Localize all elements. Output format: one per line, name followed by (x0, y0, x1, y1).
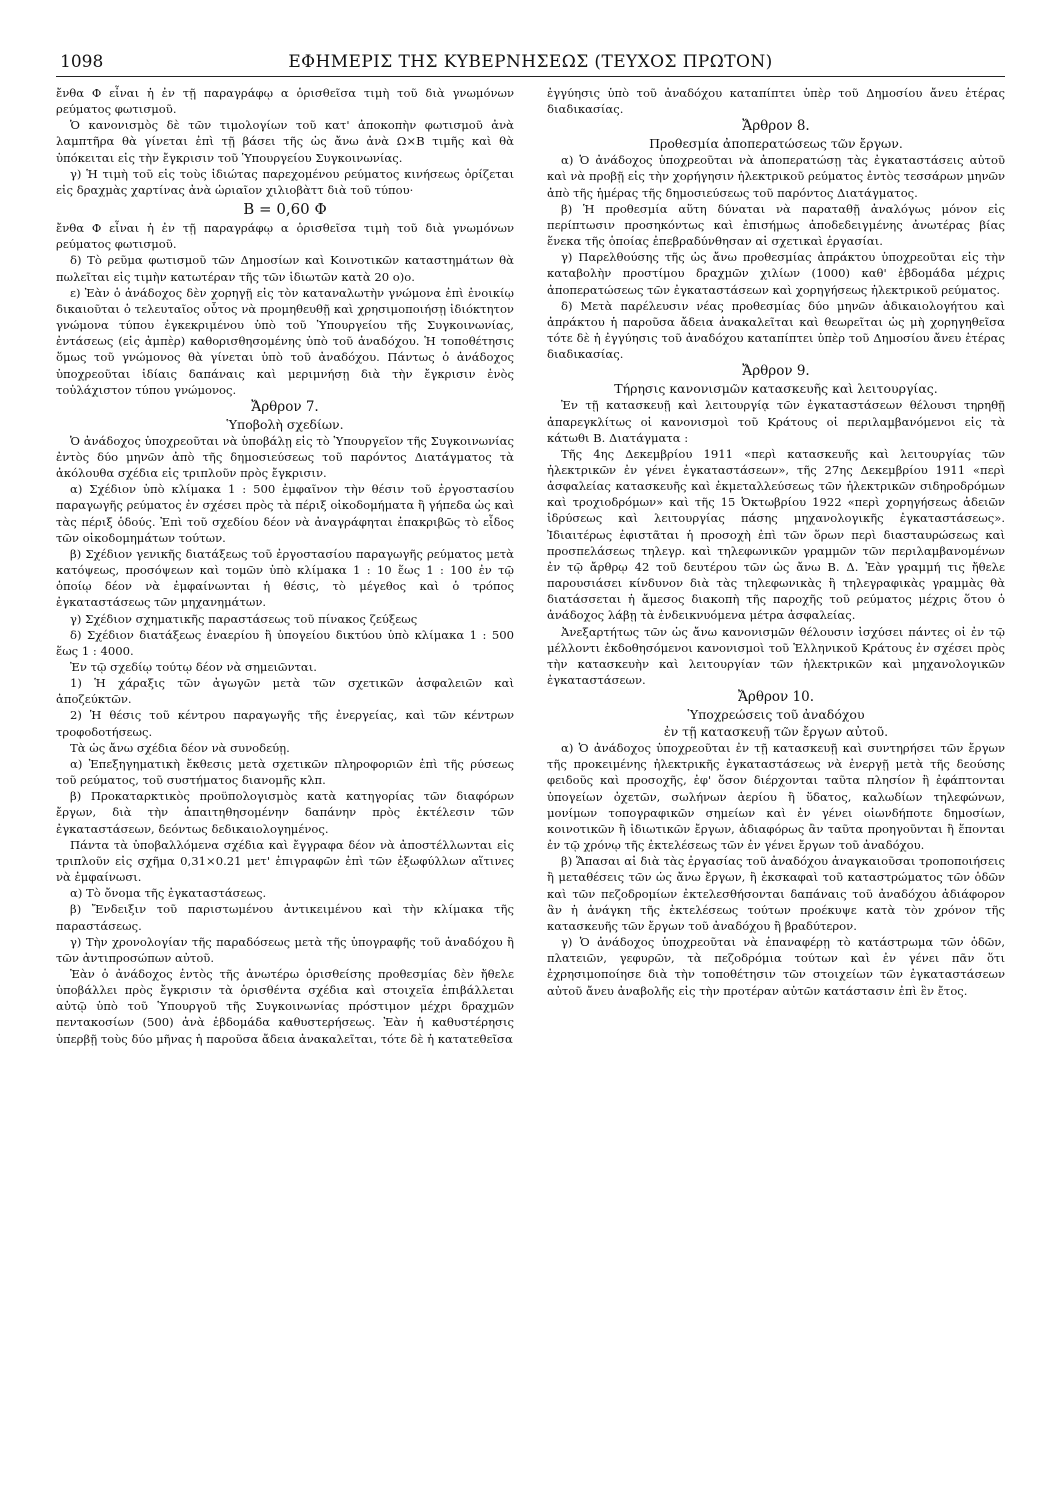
page-header (56, 44, 1005, 77)
paragraph: Ὁ κανονισμὸς δὲ τῶν τιμολογίων τοῦ κατ' ἀποκοπὴν φωτισμοῦ ἀνὰ λαμπτῆρα θὰ γίνεται ἐπὶ τῇ βάσει τῆς ὡς ἄνω ἀνὰ Ω×Β τιμῆς καὶ θὰ ὑπόκειται εἰς τὴν ἔγκρισιν τοῦ Ὑπουργείου Συγκοινωνίας. (56, 118, 514, 165)
paragraph: Ἐν τῷ σχεδίῳ τούτῳ δέον νὰ σημειῶνται. (70, 660, 317, 674)
article-subheading: ἐν τῇ κατασκευῇ τῶν ἔργων αὐτοῦ. (663, 724, 889, 740)
paragraph: γ) Ὁ ἀνάδοχος ὑποχρεοῦται νὰ ἐπαναφέρῃ τὸ κατάστρωμα τῶν ὁδῶν, πλατειῶν, γεφυρῶν, τὰ πεζοδρόμια τούτων καὶ ἐν γένει πᾶν ὅτι ἐχρησιμοποίησε διὰ τὴν τοποθέτησιν τῶν στοιχείων τῶν ἐγκαταστάσεων αὐτοῦ ἄνευ ἀναβολῆς εἰς τὴν προτέραν αὐτῶν κατάστασιν ἐπὶ ἓν ἔτος. (547, 935, 1005, 998)
paragraph: Πάντα τὰ ὑποβαλλόμενα σχέδια καὶ ἔγγραφα δέον νὰ ἀποστέλλωνται εἰς τριπλοῦν εἰς σχῆμα 0,31×0.21 μετ' ἐπιγραφῶν ἐπὶ τῶν ἐξωφύλλων αἵτινες νὰ ἐμφαίνωσι. (56, 837, 514, 885)
running-title: ΕΦΗΜΕΡΙΣ ΤΗΣ ΚΥΒΕΡΝΗΣΕΩΣ (ΤΕΥΧΟΣ ΠΡΩΤΟΝ) (288, 52, 773, 72)
paragraph: γ) Σχέδιον σχηματικῆς παραστάσεως τοῦ πίνακος ζεύξεως (70, 611, 418, 626)
paragraph: δ) Τὸ ρεῦμα φωτισμοῦ τῶν Δημοσίων καὶ Κοινοτικῶν καταστημάτων θὰ πωλεῖται εἰς τιμὴν κατωτέραν τῆς τῶν ἰδιωτῶν κατὰ 20 ο)ο. (56, 253, 514, 284)
article-heading: Ἄρθρον 8. (742, 118, 810, 135)
paragraph: Ἐὰν ὁ ἀνάδοχος ἐντὸς τῆς ἀνωτέρω ὁρισθείσης προθεσμίας δὲν ἤθελε ὑποβάλλει πρὸς ἔγκρισιν τὰ ὁρισθέντα σχέδια καὶ στοιχεῖα ἐπιβάλλεται αὐτῷ ὑπὸ τοῦ Ὑπουργοῦ τῆς Συγκοινωνίας πρόστιμον μέχρι δραχμῶν πεντακοσίων (500) ἀνὰ ἑβδομάδα καθυστερήσεως. Ἐὰν ἡ καθυστέρησις ὑπερβῇ τοὺς δύο μῆνας ἡ παροῦσα ἄδεια ἀνακαλεῖται, τότε δὲ ἡ κατατεθεῖσα (56, 966, 514, 1046)
paragraph: ἔνθα Φ εἶναι ἡ ἐν τῇ παραγράφῳ α ὁρισθεῖσα τιμὴ τοῦ διὰ γνωμόνων ρεύματος φωτισμοῦ. (56, 221, 514, 252)
paragraph: γ) Τὴν χρονολογίαν τῆς παραδόσεως μετὰ τῆς ὑπογραφῆς τοῦ ἀναδόχου ἢ τῶν ἀντιπροσώπων αὐτοῦ. (56, 934, 514, 965)
paragraph: δ) Μετὰ παρέλευσιν νέας προθεσμίας δύο μηνῶν ἀδικαιολογήτου καὶ ἀπράκτου ἡ παροῦσα ἄδεια ἀνακαλεῖται καὶ θεωρεῖται ὡς μὴ χορηγηθεῖσα τότε δὲ ἡ ἐγγύησις τοῦ ἀναδόχου καταπίπτει ὑπὲρ τοῦ Δημοσίου ἄνευ ἑτέρας διαδικασίας. (547, 298, 1005, 362)
article-heading: Ἄρθρον 7. (251, 398, 319, 415)
two-column-body (56, 85, 1005, 1047)
paragraph: ε) Ἐὰν ὁ ἀνάδοχος δὲν χορηγῇ εἰς τὸν καταναλωτὴν γνώμονα ἐπὶ ἐνοικίῳ δικαιοῦται ὁ τελευταῖος οὗτος νὰ προμηθευθῇ καὶ χρησιμοποιήσῃ ἰδιόκτητον γνώμονα τύπου ἐγκεκριμένου ὑπὸ τοῦ Ὑπουργείου τῆς Συγκοινωνίας, ἐντάσεως (εἰς ἀμπὲρ) καθορισθησομένης ὑπὸ τοῦ ἀναδόχου. Ἡ τοποθέτησις ὅμως τοῦ γνώμονος θὰ γίνεται ὑπὸ τοῦ ἀναδόχου. Πάντως ὁ ἀνάδοχος ὑποχρεοῦται ἰδίαις δαπάναις καὶ μεριμνήσῃ διὰ τὴν ἔγκρισιν ἑνὸς τοὐλάχιστον τύπου γνώμονος. (56, 285, 514, 397)
paragraph: 2) Ἡ θέσις τοῦ κέντρου παραγωγῆς τῆς ἐνεργείας, καὶ τῶν κέντρων τροφοδοτήσεως. (56, 708, 514, 739)
paragraph: β) Σχέδιον γενικῆς διατάξεως τοῦ ἐργοστασίου παραγωγῆς ρεύματος μετὰ κατόψεως, προσόψεων καὶ τομῶν ὑπὸ κλίμακα 1 : 10 ἕως 1 : 100 ἐν τῷ ὁποίῳ δέον νὰ ἐμφαίνωνται ἡ θέσις, τὸ μέγεθος καὶ ὁ τρόπος ἐγκαταστάσεως τῶν μηχανημάτων. (56, 546, 514, 610)
article-subheading: Ὑποχρεώσεις τοῦ ἀναδόχου (687, 707, 865, 723)
article-heading: Ἄρθρον 9. (742, 363, 810, 380)
paragraph: Τὰ ὡς ἄνω σχέδια δέον νὰ συνοδεύῃ. (70, 740, 290, 755)
paragraph: Τῆς 4ης Δεκεμβρίου 1911 «περὶ κατασκευῆς καὶ λειτουργίας τῶν ἠλεκτρικῶν ἐν γένει ἐγκαταστάσεων», τῆς 27ης Δεκεμβρίου 1911 «περὶ ἀσφαλείας κατασκευῆς καὶ ἐκμεταλλεύσεως τῶν ἠλεκτρικῶν σιδηροδρόμων καὶ τροχιοδρόμων» καὶ τῆς 15 Ὀκτωβρίου 1922 «περὶ χορηγήσεως ἀδειῶν ἱδρύσεως καὶ λειτουργίας πάσης μηχανολογικῆς ἐγκαταστάσεως». Ἰδιαιτέρως ἐφιστᾶται ἡ προσοχὴ ἐπὶ τῶν ὅρων περὶ διασταυρώσεως καὶ προσπελάσεως τηλεγρ. καὶ τηλεφωνικῶν γραμμῶν τῶν περιλαμβανομένων ἐν τῷ ἄρθρῳ 42 τοῦ δευτέρου τῶν ὡς ἄνω Β. Δ. Ἐὰν γραμμή τις ἤθελε παρουσιάσει κίνδυνον διὰ τὰς τηλεφωνικὰς ἢ τηλεγραφικὰς γραμμὰς θὰ διατάσσεται ἡ ἄμεσος διακοπὴ τῆς παροχῆς τοῦ ρεύματος μέχρις ὅτου ὁ ἀνάδοχος λάβῃ τὰ ἐνδεικνυόμενα μέτρα ἀσφαλείας. (547, 446, 1005, 623)
paragraph: ἔνθα Φ εἶναι ἡ ἐν τῇ παραγράφῳ α ὁρισθεῖσα τιμὴ τοῦ διὰ γνωμόνων ρεύματος φωτισμοῦ. (56, 86, 514, 117)
paragraph: α) Ὁ ἀνάδοχος ὑποχρεοῦται ἐν τῇ κατασκευῇ καὶ συντηρήσει τῶν ἔργων τῆς προκειμένης ἠλεκτρικῆς ἐγκαταστάσεως νὰ ἐνεργῇ μετὰ τῆς δεούσης φειδοῦς καὶ προσοχῆς, ἐφ' ὅσον διέρχονται ταῦτα πλησίον ἢ ἐφάπτονται ὑπογείων ὀχετῶν, σωλήνων ἀερίου ἢ ὕδατος, καλωδίων τηλεφώνων, μονίμων τοπογραφικῶν σημείων καὶ ἐν γένει οἱωνδήποτε δημοσίων, κοινοτικῶν ἢ ἰδιωτικῶν ἔργων, ἀδιαφόρως ἂν ταῦτα προηγοῦνται ἢ ἕπονται ἐν τῷ χρόνῳ τῆς ἐκτελέσεως τῶν ἐν γένει ἔργων τοῦ ἀναδόχου. (547, 741, 1005, 853)
formula: Β = 0,60 Φ (243, 200, 327, 219)
page-number: 1098 (60, 52, 104, 72)
paragraph: 1) Ἡ χάραξις τῶν ἀγωγῶν μετὰ τῶν σχετικῶν ἀσφαλειῶν καὶ ἀποζεύκτῶν. (56, 676, 514, 707)
article-heading: Ἄρθρον 10. (737, 689, 814, 706)
paragraph: α) Τὸ ὄνομα τῆς ἐγκαταστάσεως. (70, 886, 267, 901)
paragraph: Ὁ ἀνάδοχος ὑποχρεοῦται νὰ ὑποβάλῃ εἰς τὸ Ὑπουργεῖον τῆς Συγκοινωνίας ἐντὸς δύο μηνῶν ἀπὸ τῆς δημοσιεύσεως τοῦ παρόντος Διατάγματος τὰ ἀκόλουθα σχέδια εἰς τριπλοῦν πρὸς ἔγκρισιν. (56, 433, 514, 481)
paragraph: α) Ὁ ἀνάδοχος ὑποχρεοῦται νὰ ἀποπερατώσῃ τὰς ἐγκαταστάσεις αὐτοῦ καὶ νὰ προβῇ εἰς τὴν χορήγησιν ἠλεκτρικοῦ ρεύματος ἐντὸς τεσσάρων μηνῶν ἀπὸ τῆς ἡμέρας τῆς δημοσιεύσεως τοῦ παρόντος Διατάγματος. (547, 153, 1005, 200)
paragraph: δ) Σχέδιον διατάξεως ἐναερίου ἢ ὑπογείου δικτύου ὑπὸ κλίμακα 1 : 500 ἕως 1 : 4000. (56, 627, 514, 658)
paragraph: β) Ἔνδειξιν τοῦ παριστωμένου ἀντικειμένου καὶ τὴν κλίμακα τῆς παραστάσεως. (56, 902, 514, 933)
left-column (56, 85, 514, 1047)
paragraph: Ἐν τῇ κατασκευῇ καὶ λειτουργίᾳ τῶν ἐγκαταστάσεων θέλουσι τηρηθῇ ἀπαρεγκλίτως οἱ κανονισμοὶ τοῦ Κράτους οἱ περιλαμβανόμενοι εἰς τὰ κάτωθι Β. Διατάγματα : (547, 398, 1005, 445)
right-column (547, 85, 1005, 1047)
paragraph: γ) Ἡ τιμὴ τοῦ εἰς τοὺς ἰδιώτας παρεχομένου ρεύματος κινήσεως ὁρίζεται εἰς δραχμὰς χαρτίνας ἀνὰ ὡριαῖον χιλιοβὰττ διὰ τοῦ τύπου· (56, 166, 514, 197)
paragraph: β) Ἡ προθεσμία αὕτη δύναται νὰ παραταθῇ ἀναλόγως μόνον εἰς περίπτωσιν προσηκόντως καὶ ἐπισήμως ἀποδεδειγμένης ἀνωτέρας βίας ἕνεκα τῆς ὁποίας ἐπεβραδύνθησαν αἱ σχετικαὶ ἐργασίαι. (547, 201, 1005, 249)
paragraph: α) Ἐπεξηγηματικὴ ἔκθεσις μετὰ σχετικῶν πληροφοριῶν ἐπὶ τῆς ρύσεως τοῦ ρεύματος, τοῦ συστήματος διανομῆς κλπ. (56, 756, 514, 788)
article-subheading: Ὑποβολὴ σχεδίων. (226, 416, 344, 432)
paragraph: Ἀνεξαρτήτως τῶν ὡς ἄνω κανονισμῶν θέλουσιν ἰσχύσει πάντες οἱ ἐν τῷ μέλλοντι ἐκδοθησόμενοι κανονισμοὶ τοῦ Ἑλληνικοῦ Κράτους ἐν σχέσει πρὸς τὴν κατασκευὴν καὶ λειτουργίαν τῶν ἠλεκτρικῶν καὶ μηχανολογικῶν ἐγκαταστάσεων. (547, 624, 1005, 687)
paragraph: α) Σχέδιον ὑπὸ κλίμακα 1 : 500 ἐμφαῖνον τὴν θέσιν τοῦ ἐργοστασίου παραγωγῆς ρεύματος ἐν σχέσει πρὸς τὰ πέριξ οἰκοδομήματα ἢ γήπεδα ὡς καὶ τὰς πέριξ ὁδούς. Ἐπὶ τοῦ σχεδίου δέον νὰ ἀναγράφηται ἐπακριβῶς τὸ εἶδος τῶν οἰκοδομημάτων τούτων. (56, 482, 514, 545)
paragraph: β) Ἅπασαι αἱ διὰ τὰς ἐργασίας τοῦ ἀναδόχου ἀναγκαιοῦσαι τροποποιήσεις ἢ μεταθέσεις τῶν ὡς ἄνω ἔργων, ἢ ἐκσκαφαὶ τοῦ καταστρώματος τῶν ὁδῶν καὶ τῶν πεζοδρομίων ἐκτελεσθήσονται δαπάναις τοῦ ἀναδόχου ἀδιάφορον ἂν ἡ ἀνάγκη τῆς ἐκτελέσεως τούτων προέκυψε κατὰ τὸν χρόνον τῆς κατασκευῆς τῶν ἔργων τοῦ ἀναδόχου ἢ βραδύτερον. (547, 854, 1005, 933)
article-subheading: Τήρησις κανονισμῶν κατασκευῆς καὶ λειτουργίας. (614, 381, 938, 397)
paragraph: ἐγγύησις ὑπὸ τοῦ ἀναδόχου καταπίπτει ὑπὲρ τοῦ Δημοσίου ἄνευ ἑτέρας διαδικασίας. (547, 86, 1005, 117)
paragraph: γ) Παρελθούσης τῆς ὡς ἄνω προθεσμίας ἀπράκτου ὑποχρεοῦται εἰς τὴν καταβολὴν προστίμου δραχμῶν χιλίων (1000) καθ' ἑβδομάδα μέχρις ἀποπερατώσεως τῶν ἐγκαταστάσεων καὶ χορηγήσεως ἠλεκτρικοῦ ρεύματος. (547, 250, 1005, 297)
paragraph: β) Προκαταρκτικὸς προϋπολογισμὸς κατὰ κατηγορίας τῶν διαφόρων ἔργων, διὰ τὴν ἀπαιτηθησομένην δαπάνην πρὸς ἐκτέλεσιν τῶν ἐγκαταστάσεων, δεόντως δεδικαιολογημένος. (56, 789, 514, 836)
article-subheading: Προθεσμία ἀποπερατώσεως τῶν ἔργων. (649, 136, 903, 152)
